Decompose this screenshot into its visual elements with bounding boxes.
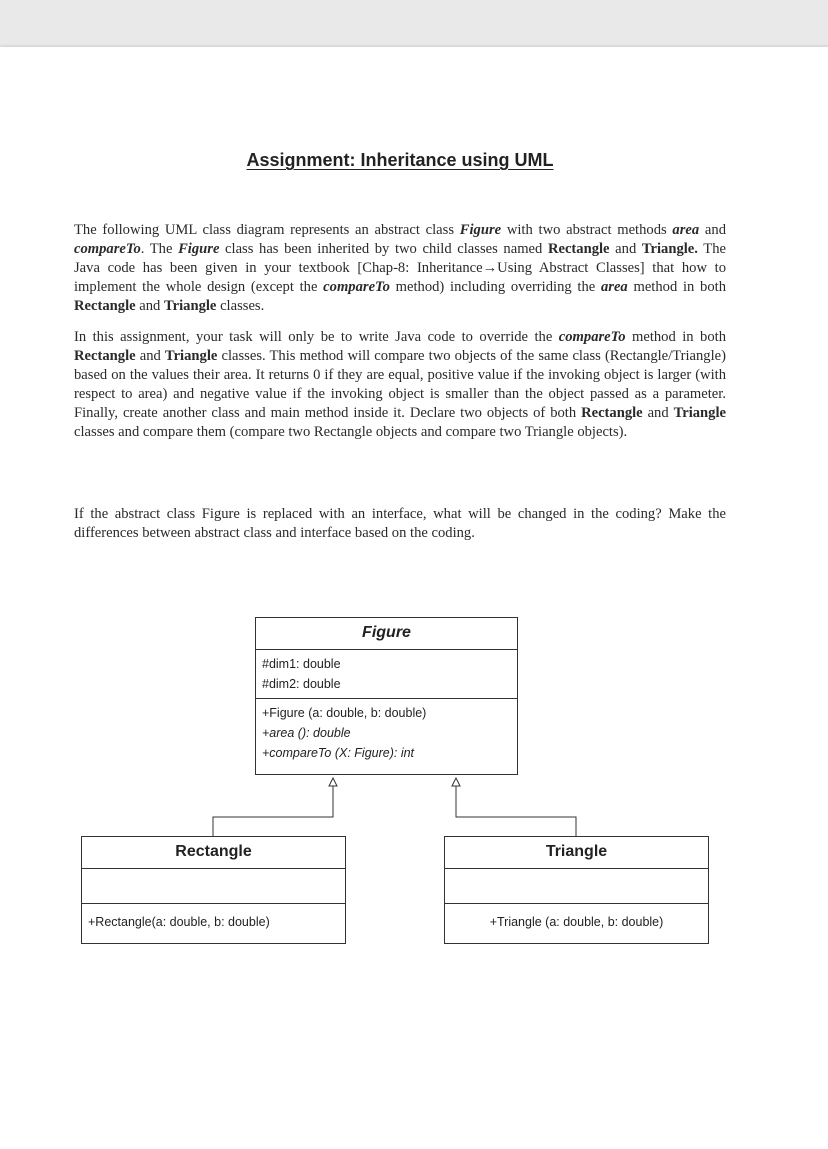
rectangle-operations — [82, 903, 345, 943]
triangle-inheritance-line — [456, 786, 576, 836]
triangle-constructor: +Triangle (a: double, b: double) — [489, 915, 664, 929]
triangle-attributes — [445, 868, 708, 903]
intro-paragraph: The following UML class diagram represents an abstract class Figure with two abstract methods area and compareTo. The Figure class has been inherited by two child classes named Rectangle and Triangle. The Java code has been given in your textbook [Chap-8: Inheritance→Using Abstract Classes] that how to implement the whole design (except the compareTo method) including overriding the area method in both Rectangle and Triangle classes. — [74, 222, 726, 314]
triangle-class-name: Triangle — [545, 843, 608, 860]
rectangle-attributes — [82, 868, 345, 903]
rectangle-class-box — [81, 836, 346, 944]
rectangle-inheritance-line — [213, 786, 333, 836]
figure-class-box — [255, 617, 518, 775]
question-paragraph: If the abstract class Figure is replaced with an interface, what will be changed in the coding? Make the differences between abstract class and interface based on the coding. — [74, 506, 726, 541]
figure-attribute-dim2: #dim2: double — [262, 677, 341, 691]
figure-attributes — [256, 649, 517, 698]
assignment-title: Assignment: Inheritance using UML — [246, 150, 554, 170]
triangle-class-box — [444, 836, 709, 944]
rectangle-constructor: +Rectangle(a: double, b: double) — [88, 915, 270, 929]
rectangle-inheritance-arrow — [329, 778, 337, 786]
figure-area-method: +area (): double — [262, 726, 351, 740]
task-paragraph: In this assignment, your task will only be to write Java code to override the compareTo method in both Rectangle and Triangle classes. This method will compare two objects of the same class (Rectangle/Triangle) based on the values their area. It returns 0 if they are equal, positive value if the invoking object is larger (with respect to area) and negative value if the invoking object is smaller than the object passed as a parameter. Finally, create another class and main method inside it. Declare two objects of both Rectangle and Triangle classes and compare them (compare two Rectangle objects and compare two Triangle objects). — [74, 329, 726, 440]
triangle-operations — [445, 903, 708, 943]
figure-compareto-method: +compareTo (X: Figure): int — [262, 746, 415, 760]
rectangle-class-name: Rectangle — [175, 843, 252, 860]
triangle-inheritance-arrow — [452, 778, 460, 786]
figure-class-name: Figure — [362, 624, 411, 641]
figure-constructor: +Figure (a: double, b: double) — [262, 706, 427, 720]
figure-attribute-dim1: #dim1: double — [262, 657, 341, 671]
figure-operations — [256, 698, 517, 776]
